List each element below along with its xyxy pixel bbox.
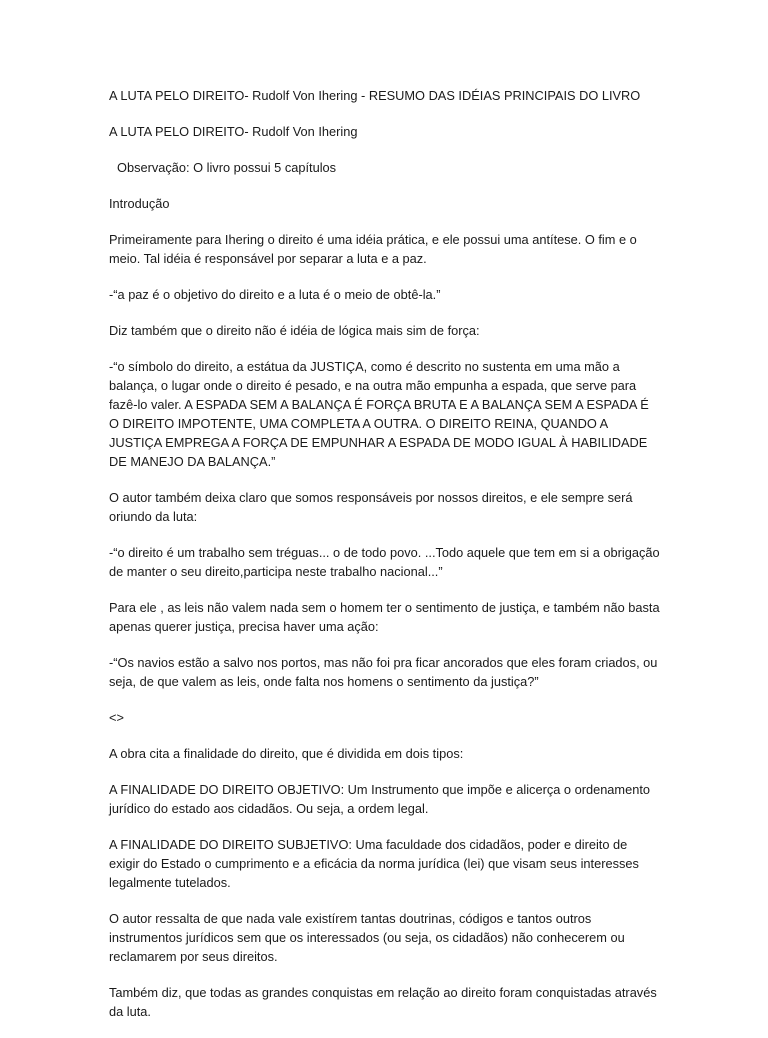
quote-paragraph: -“o direito é um trabalho sem tréguas... o de todo povo. ...Todo aquele que tem em si a obrigação de manter o seu direito,participa neste trabalho nacional...” [109,545,660,579]
observation-note: Observação: O livro possui 5 capítulos [117,160,337,175]
paragraph: Também diz, que todas as grandes conquistas em relação ao direito foram conquistadas através da luta. [109,985,657,1019]
document-body [109,86,661,1038]
paragraph: A FINALIDADE DO DIREITO SUBJETIVO: Uma faculdade dos cidadãos, poder e direito de exigir do Estado o cumprimento e a eficácia da norma jurídica (lei) que visam seus interesses legalmente tutelados. [109,837,639,890]
document-subtitle: A LUTA PELO DIREITO- Rudolf Von Ihering [109,124,358,139]
paragraph: A FINALIDADE DO DIREITO OBJETIVO: Um Instrumento que impõe e alicerça o ordenamento jurídico do estado aos cidadãos. Ou seja, a ordem legal. [109,782,650,816]
paragraph: O autor também deixa claro que somos responsáveis por nossos direitos, e ele sempre será oriundo da luta: [109,490,633,524]
section-heading-introduction: Introdução [109,196,170,211]
quote-paragraph: -“a paz é o objetivo do direito e a luta é o meio de obtê-la.” [109,287,441,302]
paragraph: Para ele , as leis não valem nada sem o homem ter o sentimento de justiça, e também não basta apenas querer justiça, precisa haver uma ação: [109,600,660,634]
separator-marker: <> [109,710,124,725]
paragraph: A obra cita a finalidade do direito, que é dividida em dois tipos: [109,746,464,761]
paragraph: Diz também que o direito não é idéia de lógica mais sim de força: [109,323,480,338]
quote-paragraph: -“Os navios estão a salvo nos portos, mas não foi pra ficar ancorados que eles foram criados, ou seja, de que valem as leis, onde falta nos homens o sentimento da justiça?” [109,655,658,689]
paragraph: Primeiramente para Ihering o direito é uma idéia prática, e ele possui uma antítese. O fim e o meio. Tal idéia é responsável por separar a luta e a paz. [109,232,637,266]
document-title: A LUTA PELO DIREITO- Rudolf Von Ihering - RESUMO DAS IDÉIAS PRINCIPAIS DO LIVRO [109,88,641,103]
quote-paragraph: -“o símbolo do direito, a estátua da JUSTIÇA, como é descrito no sustenta em uma mão a balança, o lugar onde o direito é pesado, e na outra mão empunha a espada, que serve para fazê-lo valer. A ESPADA SEM A BALANÇA É FORÇA BRUTA E A BALANÇA SEM A ESPADA É O DIREITO IMPOTENTE, UMA COMPLETA A OUTRA. O DIREITO REINA, QUANDO A JUSTIÇA EMPREGA A FORÇA DE EMPUNHAR A ESPADA DE MODO IGUAL À HABILIDADE DE MANEJO DA BALANÇA.” [109,359,649,469]
paragraph: O autor ressalta de que nada vale existírem tantas doutrinas, códigos e tantos outros instrumentos jurídicos sem que os interessados (ou seja, os cidadãos) não conhecerem ou reclamarem por seus direitos. [109,911,625,964]
